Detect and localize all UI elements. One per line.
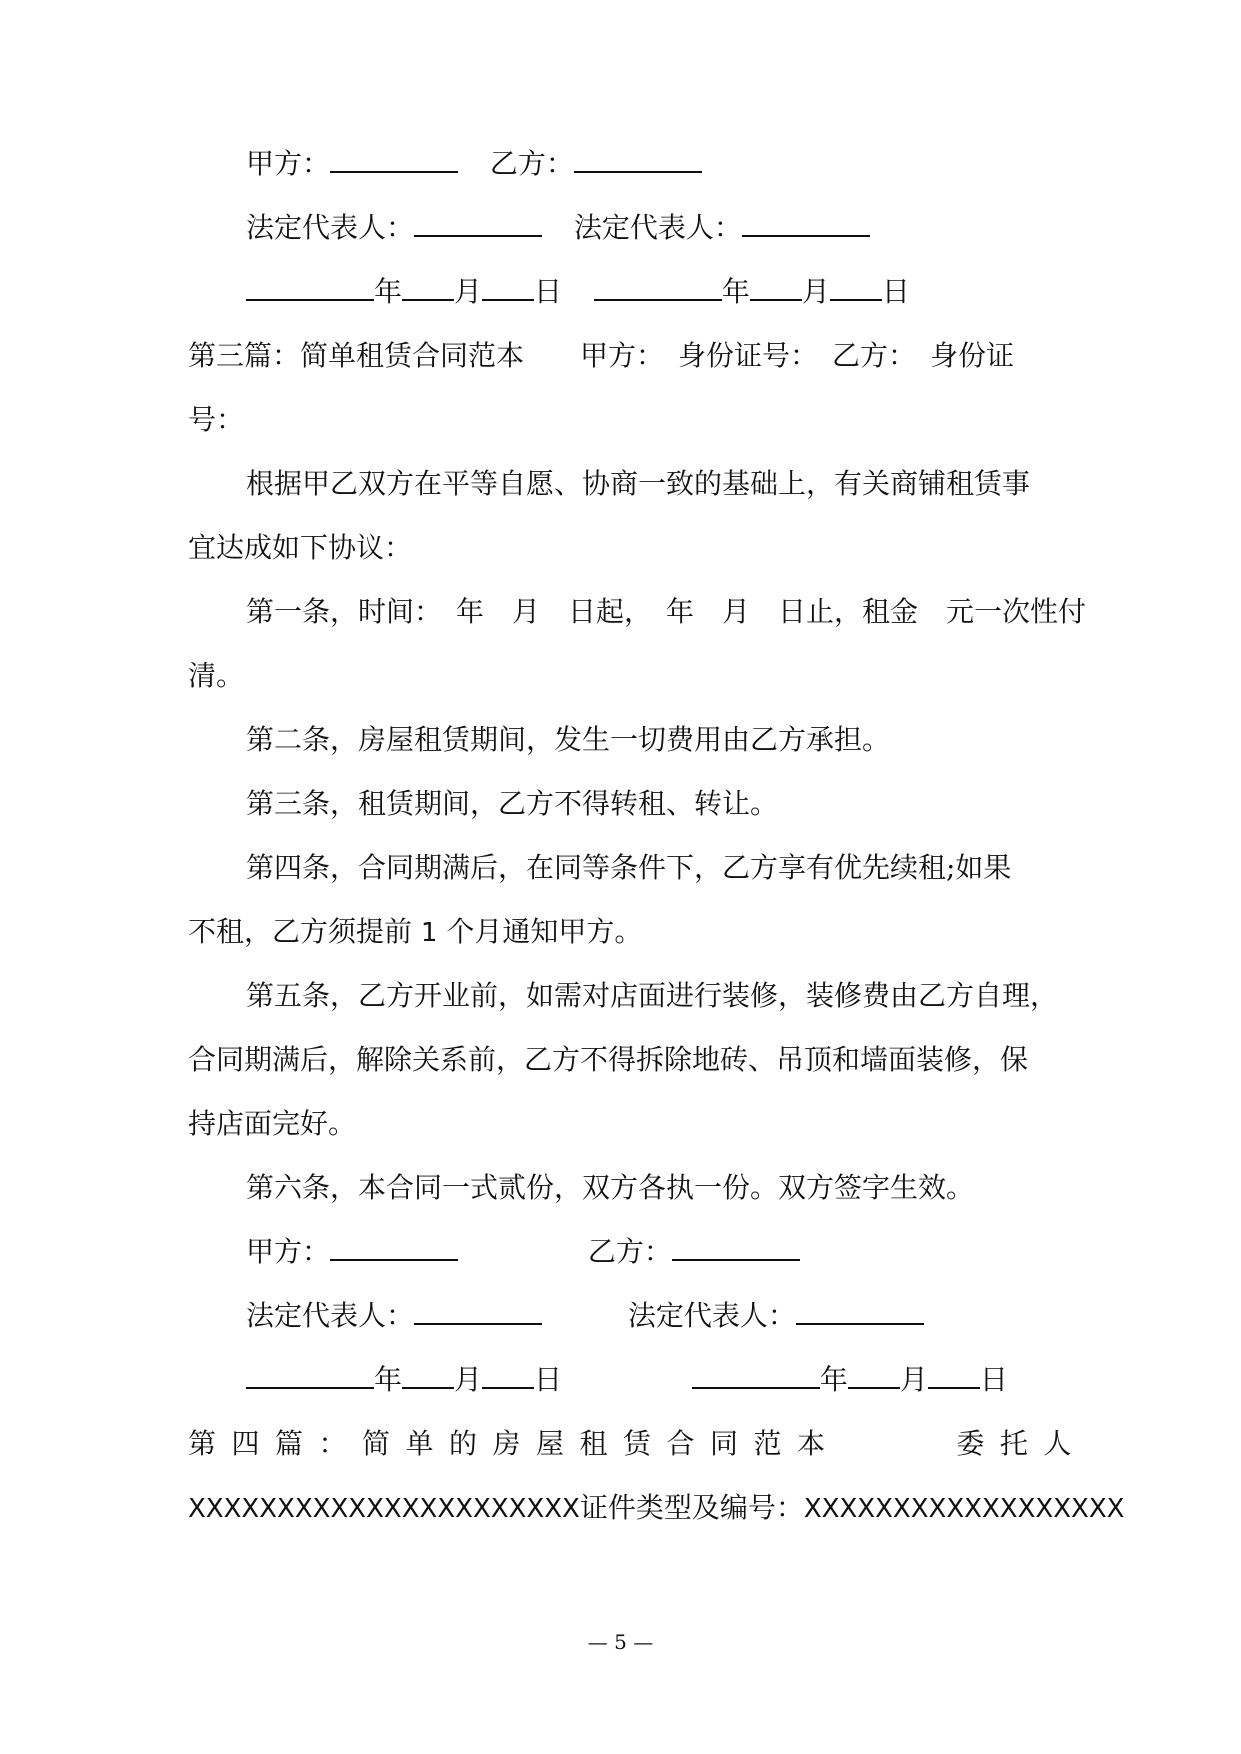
article6: 第六条，本合同一式贰份，双方各执一份。双方签字生效。 [246, 1171, 975, 1204]
sig1-rep-a-label: 法定代表人： [246, 211, 415, 244]
article1-line1: 第一条，时间： 年 月 日起， 年 月 日止，租金 元一次性付 [246, 595, 1087, 628]
section4-id-xs: XXXXXXXXXXXXXXXXXX [803, 1494, 1125, 1524]
sig2-date-b-year: 年 [819, 1363, 848, 1396]
sig2-date-a-day: 日 [534, 1363, 563, 1396]
sig2-date-a-day-blank [482, 1361, 534, 1389]
sig2-date-b-year-blank [692, 1361, 820, 1389]
sig1-party-a-label: 甲方： [246, 147, 331, 180]
article1-line2: 清。 [188, 659, 245, 692]
sig1-date-a-year-blank [246, 273, 374, 301]
sig2-rep-b-label: 法定代表人： [627, 1299, 796, 1332]
sig2-date-b-day-blank [928, 1361, 980, 1389]
sig2-party-line [246, 1232, 1068, 1272]
sig2-date-line [246, 1360, 1068, 1400]
section4-heading-line [188, 1424, 1087, 1464]
section4-line2 [188, 1488, 1125, 1528]
sig1-rep-a-blank [414, 209, 542, 237]
article4-line2 [188, 912, 1068, 952]
sig1-rep-b-blank [742, 209, 870, 237]
sig2-date-b-month-blank [848, 1361, 900, 1389]
sig2-rep-b-blank [796, 1297, 924, 1325]
sig2-party-b-label: 乙方： [587, 1235, 672, 1268]
sig2-party-a-blank [330, 1233, 458, 1261]
sig2-date-a-year: 年 [374, 1363, 403, 1396]
section3-intro-line2: 宜达成如下协议： [188, 531, 413, 564]
article2: 第二条，房屋租赁期间，发生一切费用由乙方承担。 [246, 723, 891, 756]
section4-client-xs: XXXXXXXXXXXXXXXXXXXXXX [188, 1494, 580, 1524]
sig2-date-b-day: 日 [979, 1363, 1008, 1396]
sig2-date-a-year-blank [246, 1361, 374, 1389]
sig1-party-b-label: 乙方： [489, 147, 574, 180]
article5-line2: 合同期满后，解除关系前，乙方不得拆除地砖、吊顶和墙面装修，保 [188, 1043, 1029, 1076]
sig1-date-b-month-blank [750, 273, 802, 301]
sig1-date-a-month-blank [402, 273, 454, 301]
sig1-date-b-year-blank [594, 273, 722, 301]
sig2-date-a-month: 月 [454, 1363, 483, 1396]
sig1-party-b-blank [574, 145, 702, 173]
section3-heading-line2: 号： [188, 403, 245, 436]
sig1-party-a-blank [330, 145, 458, 173]
sig1-date-a-month: 月 [454, 275, 483, 308]
sig1-date-b-day-blank [830, 273, 882, 301]
sig2-rep-a-blank [414, 1297, 542, 1325]
sig1-date-b-year: 年 [721, 275, 750, 308]
sig1-date-b-day: 日 [881, 275, 910, 308]
article4-line2-a: 不租，乙方须提前 [188, 915, 413, 948]
article4-line2-b: 个月通知甲方。 [446, 915, 643, 948]
sig1-rep-line [246, 208, 1068, 248]
sig2-party-a-label: 甲方： [246, 1235, 331, 1268]
section3-intro-line1: 根据甲乙双方在平等自愿、协商一致的基础上，有关商铺租赁事 [246, 467, 1031, 500]
section4-id-label: 证件类型及编号： [579, 1491, 804, 1524]
article5-line1: 第五条，乙方开业前，如需对店面进行装修，装修费由乙方自理， [246, 979, 1059, 1012]
sig1-rep-b-label: 法定代表人： [573, 211, 742, 244]
sig1-date-line [246, 272, 1068, 312]
article3: 第三条，租赁期间，乙方不得转租、转让。 [246, 787, 779, 820]
section4-heading-tail: 委托人 [956, 1427, 1087, 1460]
sig2-date-b-month: 月 [899, 1363, 928, 1396]
section4-heading-title: 第四篇：简单的房屋租赁合同范本 [188, 1427, 841, 1460]
section3-heading-line1: 第三篇：简单租赁合同范本 甲方： 身份证号： 乙方： 身份证 [188, 339, 1015, 372]
sig2-rep-line [246, 1296, 1068, 1336]
page-number: — 5 — [587, 1630, 654, 1654]
sig1-party-line [246, 144, 1068, 184]
article4-line1: 第四条，合同期满后，在同等条件下，乙方享有优先续租;如果 [246, 851, 1012, 884]
sig1-date-b-month: 月 [801, 275, 830, 308]
article4-number: 1 [420, 918, 438, 948]
sig1-date-a-year: 年 [374, 275, 403, 308]
sig2-rep-a-label: 法定代表人： [246, 1299, 415, 1332]
sig2-party-b-blank [672, 1233, 800, 1261]
sig2-date-a-month-blank [402, 1361, 454, 1389]
sig1-date-a-day-blank [482, 273, 534, 301]
sig1-date-a-day: 日 [534, 275, 563, 308]
article5-line3: 持店面完好。 [188, 1107, 357, 1140]
